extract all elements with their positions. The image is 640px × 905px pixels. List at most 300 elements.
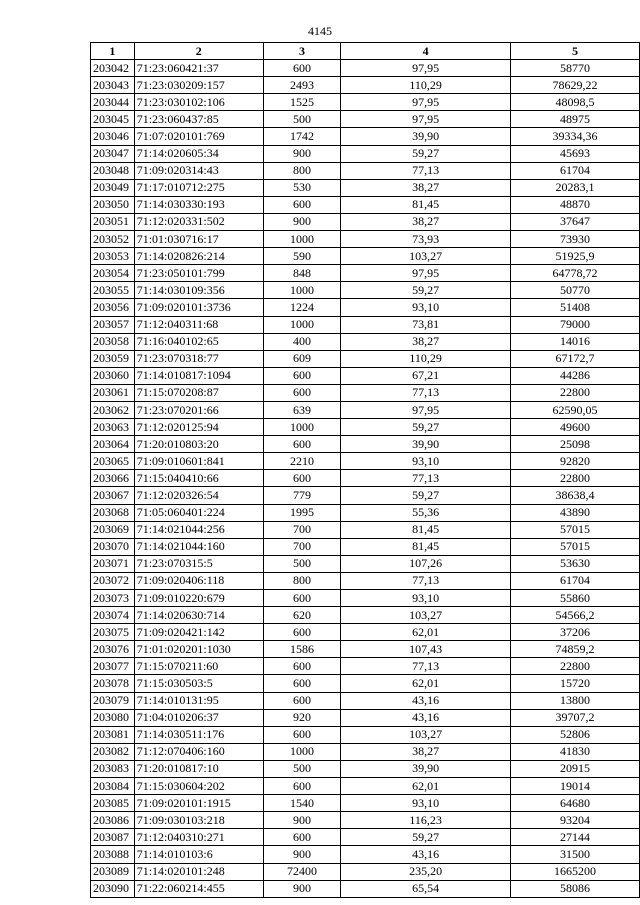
row-id-cell: 203082: [91, 743, 135, 760]
quantity-cell: 600: [263, 658, 341, 675]
total-cell: 51408: [510, 299, 639, 316]
total-cell: 44286: [510, 367, 639, 384]
total-cell: 67172,7: [510, 350, 639, 367]
price-cell: 97,95: [341, 265, 511, 282]
cadastral-number-cell: 71:12:020331:502: [134, 213, 263, 230]
table-row: [91, 316, 640, 333]
price-cell: 110,29: [341, 350, 511, 367]
row-id-cell: 203055: [91, 282, 135, 299]
cadastral-number-cell: 71:09:020406:118: [134, 572, 263, 589]
total-cell: 61704: [510, 572, 639, 589]
table-row: [91, 419, 640, 436]
price-cell: 77,13: [341, 572, 511, 589]
column-header: 4: [341, 43, 511, 60]
table-row: [91, 726, 640, 743]
table-row: [91, 231, 640, 248]
total-cell: 48870: [510, 196, 639, 213]
cadastral-number-cell: 71:15:030604:202: [134, 778, 263, 795]
cadastral-number-cell: 71:14:020605:34: [134, 145, 263, 162]
table-row: [91, 538, 640, 555]
quantity-cell: 600: [263, 196, 341, 213]
price-cell: 77,13: [341, 658, 511, 675]
total-cell: 31500: [510, 846, 639, 863]
total-cell: 50770: [510, 282, 639, 299]
row-id-cell: 203087: [91, 829, 135, 846]
total-cell: 57015: [510, 538, 639, 555]
total-cell: 51925,9: [510, 248, 639, 265]
total-cell: 48098,5: [510, 94, 639, 111]
table-row: [91, 590, 640, 607]
price-cell: 62,01: [341, 624, 511, 641]
row-id-cell: 203044: [91, 94, 135, 111]
cadastral-number-cell: 71:05:060401:224: [134, 504, 263, 521]
total-cell: 79000: [510, 316, 639, 333]
table-row: [91, 487, 640, 504]
total-cell: 64778,72: [510, 265, 639, 282]
table-row: [91, 77, 640, 94]
table-row: [91, 812, 640, 829]
total-cell: 57015: [510, 521, 639, 538]
row-id-cell: 203068: [91, 504, 135, 521]
quantity-cell: 590: [263, 248, 341, 265]
table-row: [91, 521, 640, 538]
quantity-cell: 500: [263, 111, 341, 128]
price-cell: 97,95: [341, 401, 511, 418]
row-id-cell: 203050: [91, 196, 135, 213]
row-id-cell: 203053: [91, 248, 135, 265]
cadastral-number-cell: 71:23:070201:66: [134, 401, 263, 418]
table-row: [91, 607, 640, 624]
table-body: [91, 60, 640, 898]
quantity-cell: 600: [263, 60, 341, 77]
table-row: [91, 641, 640, 658]
row-id-cell: 203083: [91, 760, 135, 777]
row-id-cell: 203048: [91, 162, 135, 179]
cadastral-number-cell: 71:01:020201:1030: [134, 641, 263, 658]
total-cell: 43890: [510, 504, 639, 521]
total-cell: 49600: [510, 419, 639, 436]
table-row: [91, 111, 640, 128]
cadastral-number-cell: 71:23:070315:5: [134, 555, 263, 572]
row-id-cell: 203058: [91, 333, 135, 350]
price-cell: 38,27: [341, 213, 511, 230]
table-row: [91, 60, 640, 77]
price-cell: 77,13: [341, 162, 511, 179]
table-row: [91, 453, 640, 470]
cadastral-number-cell: 71:09:020421:142: [134, 624, 263, 641]
row-id-cell: 203059: [91, 350, 135, 367]
table-row: [91, 145, 640, 162]
quantity-cell: 848: [263, 265, 341, 282]
table-row: [91, 829, 640, 846]
total-cell: 92820: [510, 453, 639, 470]
row-id-cell: 203078: [91, 675, 135, 692]
cadastral-number-cell: 71:23:060437:85: [134, 111, 263, 128]
row-id-cell: 203081: [91, 726, 135, 743]
row-id-cell: 203065: [91, 453, 135, 470]
total-cell: 27144: [510, 829, 639, 846]
quantity-cell: 500: [263, 760, 341, 777]
price-cell: 97,95: [341, 60, 511, 77]
total-cell: 62590,05: [510, 401, 639, 418]
price-cell: 59,27: [341, 829, 511, 846]
price-cell: 77,13: [341, 384, 511, 401]
price-cell: 97,95: [341, 94, 511, 111]
total-cell: 48975: [510, 111, 639, 128]
total-cell: 37647: [510, 213, 639, 230]
cadastral-number-cell: 71:15:040410:66: [134, 470, 263, 487]
table-row: [91, 248, 640, 265]
cadastral-number-cell: 71:14:010103:6: [134, 846, 263, 863]
quantity-cell: 900: [263, 846, 341, 863]
price-cell: 43,16: [341, 709, 511, 726]
quantity-cell: 600: [263, 384, 341, 401]
quantity-cell: 900: [263, 213, 341, 230]
cadastral-number-cell: 71:12:040311:68: [134, 316, 263, 333]
quantity-cell: 2210: [263, 453, 341, 470]
row-id-cell: 203056: [91, 299, 135, 316]
row-id-cell: 203075: [91, 624, 135, 641]
total-cell: 38638,4: [510, 487, 639, 504]
row-id-cell: 203073: [91, 590, 135, 607]
price-cell: 235,20: [341, 863, 511, 880]
price-cell: 107,43: [341, 641, 511, 658]
cadastral-number-cell: 71:23:050101:799: [134, 265, 263, 282]
price-cell: 103,27: [341, 607, 511, 624]
table-row: [91, 760, 640, 777]
quantity-cell: 600: [263, 692, 341, 709]
table-row: [91, 333, 640, 350]
total-cell: 39707,2: [510, 709, 639, 726]
price-cell: 43,16: [341, 846, 511, 863]
table-row: [91, 555, 640, 572]
quantity-cell: 1995: [263, 504, 341, 521]
table-row: [91, 675, 640, 692]
price-cell: 93,10: [341, 453, 511, 470]
cadastral-number-cell: 71:14:030330:193: [134, 196, 263, 213]
quantity-cell: 500: [263, 555, 341, 572]
table-row: [91, 384, 640, 401]
total-cell: 61704: [510, 162, 639, 179]
quantity-cell: 900: [263, 145, 341, 162]
table-row: [91, 863, 640, 880]
row-id-cell: 203080: [91, 709, 135, 726]
price-cell: 116,23: [341, 812, 511, 829]
cadastral-number-cell: 71:04:010206:37: [134, 709, 263, 726]
column-header: 5: [510, 43, 639, 60]
table-row: [91, 265, 640, 282]
row-id-cell: 203077: [91, 658, 135, 675]
quantity-cell: 400: [263, 333, 341, 350]
quantity-cell: 600: [263, 726, 341, 743]
cadastral-number-cell: 71:16:040102:65: [134, 333, 263, 350]
price-cell: 81,45: [341, 521, 511, 538]
row-id-cell: 203061: [91, 384, 135, 401]
cadastral-number-cell: 71:09:030103:218: [134, 812, 263, 829]
row-id-cell: 203064: [91, 436, 135, 453]
total-cell: 37206: [510, 624, 639, 641]
row-id-cell: 203089: [91, 863, 135, 880]
data-table: [90, 42, 640, 898]
table-row: [91, 658, 640, 675]
cadastral-number-cell: 71:09:010601:841: [134, 453, 263, 470]
table-row: [91, 94, 640, 111]
cadastral-number-cell: 71:23:060421:37: [134, 60, 263, 77]
total-cell: 22800: [510, 658, 639, 675]
cadastral-number-cell: 71:15:070208:87: [134, 384, 263, 401]
table-row: [91, 436, 640, 453]
row-id-cell: 203088: [91, 846, 135, 863]
row-id-cell: 203070: [91, 538, 135, 555]
table-row: [91, 778, 640, 795]
price-cell: 110,29: [341, 77, 511, 94]
cadastral-number-cell: 71:12:040310:271: [134, 829, 263, 846]
quantity-cell: 1742: [263, 128, 341, 145]
price-cell: 103,27: [341, 248, 511, 265]
quantity-cell: 639: [263, 401, 341, 418]
quantity-cell: 779: [263, 487, 341, 504]
column-header: 2: [134, 43, 263, 60]
cadastral-number-cell: 71:14:021044:160: [134, 538, 263, 555]
row-id-cell: 203054: [91, 265, 135, 282]
row-id-cell: 203071: [91, 555, 135, 572]
row-id-cell: 203062: [91, 401, 135, 418]
price-cell: 93,10: [341, 590, 511, 607]
cadastral-number-cell: 71:15:030503:5: [134, 675, 263, 692]
quantity-cell: 600: [263, 590, 341, 607]
table-row: [91, 572, 640, 589]
price-cell: 73,93: [341, 231, 511, 248]
cadastral-number-cell: 71:14:021044:256: [134, 521, 263, 538]
quantity-cell: 609: [263, 350, 341, 367]
price-cell: 59,27: [341, 145, 511, 162]
quantity-cell: 600: [263, 624, 341, 641]
cadastral-number-cell: 71:01:030716:17: [134, 231, 263, 248]
table-row: [91, 196, 640, 213]
row-id-cell: 203079: [91, 692, 135, 709]
total-cell: 74859,2: [510, 641, 639, 658]
table-row: [91, 367, 640, 384]
row-id-cell: 203060: [91, 367, 135, 384]
total-cell: 58086: [510, 880, 639, 897]
total-cell: 20283,1: [510, 179, 639, 196]
cadastral-number-cell: 71:12:020326:54: [134, 487, 263, 504]
quantity-cell: 900: [263, 812, 341, 829]
row-id-cell: 203090: [91, 880, 135, 897]
cadastral-number-cell: 71:09:020101:1915: [134, 795, 263, 812]
quantity-cell: 800: [263, 572, 341, 589]
price-cell: 59,27: [341, 282, 511, 299]
page-number: 4145: [308, 24, 332, 38]
price-cell: 39,90: [341, 436, 511, 453]
table-row: [91, 692, 640, 709]
price-cell: 93,10: [341, 299, 511, 316]
row-id-cell: 203047: [91, 145, 135, 162]
cadastral-number-cell: 71:23:070318:77: [134, 350, 263, 367]
price-cell: 39,90: [341, 128, 511, 145]
table-row: [91, 128, 640, 145]
quantity-cell: 920: [263, 709, 341, 726]
price-cell: 103,27: [341, 726, 511, 743]
total-cell: 64680: [510, 795, 639, 812]
cadastral-number-cell: 71:14:020630:714: [134, 607, 263, 624]
price-cell: 62,01: [341, 778, 511, 795]
row-id-cell: 203057: [91, 316, 135, 333]
price-cell: 62,01: [341, 675, 511, 692]
table-row: [91, 846, 640, 863]
cadastral-number-cell: 71:20:010803:20: [134, 436, 263, 453]
row-id-cell: 203052: [91, 231, 135, 248]
total-cell: 78629,22: [510, 77, 639, 94]
cadastral-number-cell: 71:23:030102:106: [134, 94, 263, 111]
quantity-cell: 1000: [263, 231, 341, 248]
price-cell: 73,81: [341, 316, 511, 333]
table-row: [91, 282, 640, 299]
total-cell: 58770: [510, 60, 639, 77]
cadastral-number-cell: 71:09:020101:3736: [134, 299, 263, 316]
total-cell: 45693: [510, 145, 639, 162]
price-cell: 59,27: [341, 487, 511, 504]
price-cell: 38,27: [341, 333, 511, 350]
total-cell: 13800: [510, 692, 639, 709]
quantity-cell: 600: [263, 675, 341, 692]
row-id-cell: 203046: [91, 128, 135, 145]
total-cell: 39334,36: [510, 128, 639, 145]
total-cell: 22800: [510, 470, 639, 487]
row-id-cell: 203072: [91, 572, 135, 589]
column-header: 3: [263, 43, 341, 60]
row-id-cell: 203066: [91, 470, 135, 487]
price-cell: 38,27: [341, 179, 511, 196]
total-cell: 53630: [510, 555, 639, 572]
cadastral-number-cell: 71:14:010131:95: [134, 692, 263, 709]
cadastral-number-cell: 71:14:030511:176: [134, 726, 263, 743]
row-id-cell: 203074: [91, 607, 135, 624]
total-cell: 14016: [510, 333, 639, 350]
price-cell: 39,90: [341, 760, 511, 777]
cadastral-number-cell: 71:12:020125:94: [134, 419, 263, 436]
total-cell: 52806: [510, 726, 639, 743]
quantity-cell: 600: [263, 470, 341, 487]
cadastral-number-cell: 71:14:020826:214: [134, 248, 263, 265]
quantity-cell: 530: [263, 179, 341, 196]
cadastral-number-cell: 71:14:010817:1094: [134, 367, 263, 384]
row-id-cell: 203063: [91, 419, 135, 436]
total-cell: 1665200: [510, 863, 639, 880]
total-cell: 20915: [510, 760, 639, 777]
price-cell: 81,45: [341, 196, 511, 213]
table-row: [91, 504, 640, 521]
row-id-cell: 203051: [91, 213, 135, 230]
table-row: [91, 401, 640, 418]
cadastral-number-cell: 71:09:020314:43: [134, 162, 263, 179]
cadastral-number-cell: 71:07:020101:769: [134, 128, 263, 145]
quantity-cell: 2493: [263, 77, 341, 94]
price-cell: 97,95: [341, 111, 511, 128]
row-id-cell: 203042: [91, 60, 135, 77]
price-cell: 107,26: [341, 555, 511, 572]
quantity-cell: 1540: [263, 795, 341, 812]
quantity-cell: 800: [263, 162, 341, 179]
quantity-cell: 700: [263, 521, 341, 538]
quantity-cell: 1000: [263, 282, 341, 299]
quantity-cell: 620: [263, 607, 341, 624]
price-cell: 67,21: [341, 367, 511, 384]
row-id-cell: 203086: [91, 812, 135, 829]
cadastral-number-cell: 71:15:070211:60: [134, 658, 263, 675]
total-cell: 55860: [510, 590, 639, 607]
quantity-cell: 600: [263, 367, 341, 384]
row-id-cell: 203067: [91, 487, 135, 504]
table-row: [91, 709, 640, 726]
total-cell: 41830: [510, 743, 639, 760]
price-cell: 38,27: [341, 743, 511, 760]
table-row: [91, 624, 640, 641]
table-row: [91, 162, 640, 179]
table-row: [91, 179, 640, 196]
quantity-cell: 1000: [263, 743, 341, 760]
price-cell: 55,36: [341, 504, 511, 521]
cadastral-number-cell: 71:09:010220:679: [134, 590, 263, 607]
table-row: [91, 299, 640, 316]
total-cell: 54566,2: [510, 607, 639, 624]
quantity-cell: 600: [263, 829, 341, 846]
row-id-cell: 203049: [91, 179, 135, 196]
total-cell: 93204: [510, 812, 639, 829]
quantity-cell: 1525: [263, 94, 341, 111]
price-cell: 77,13: [341, 470, 511, 487]
total-cell: 25098: [510, 436, 639, 453]
total-cell: 15720: [510, 675, 639, 692]
table-row: [91, 213, 640, 230]
row-id-cell: 203076: [91, 641, 135, 658]
price-cell: 81,45: [341, 538, 511, 555]
quantity-cell: 72400: [263, 863, 341, 880]
quantity-cell: 600: [263, 778, 341, 795]
quantity-cell: 1224: [263, 299, 341, 316]
quantity-cell: 1000: [263, 316, 341, 333]
price-cell: 93,10: [341, 795, 511, 812]
quantity-cell: 600: [263, 436, 341, 453]
cadastral-number-cell: 71:22:060214:455: [134, 880, 263, 897]
cadastral-number-cell: 71:12:070406:160: [134, 743, 263, 760]
table-row: [91, 470, 640, 487]
cadastral-number-cell: 71:20:010817:10: [134, 760, 263, 777]
row-id-cell: 203069: [91, 521, 135, 538]
quantity-cell: 1586: [263, 641, 341, 658]
cadastral-number-cell: 71:17:010712:275: [134, 179, 263, 196]
table-row: [91, 880, 640, 897]
price-cell: 43,16: [341, 692, 511, 709]
price-cell: 59,27: [341, 419, 511, 436]
cadastral-number-cell: 71:14:020101:248: [134, 863, 263, 880]
price-cell: 65,54: [341, 880, 511, 897]
column-header: 1: [91, 43, 135, 60]
quantity-cell: 900: [263, 880, 341, 897]
quantity-cell: 700: [263, 538, 341, 555]
row-id-cell: 203085: [91, 795, 135, 812]
table-row: [91, 743, 640, 760]
table-row: [91, 350, 640, 367]
header-row: [91, 43, 640, 60]
total-cell: 19014: [510, 778, 639, 795]
total-cell: 22800: [510, 384, 639, 401]
table-row: [91, 795, 640, 812]
total-cell: 73930: [510, 231, 639, 248]
row-id-cell: 203084: [91, 778, 135, 795]
cadastral-number-cell: 71:23:030209:157: [134, 77, 263, 94]
cadastral-number-cell: 71:14:030109:356: [134, 282, 263, 299]
